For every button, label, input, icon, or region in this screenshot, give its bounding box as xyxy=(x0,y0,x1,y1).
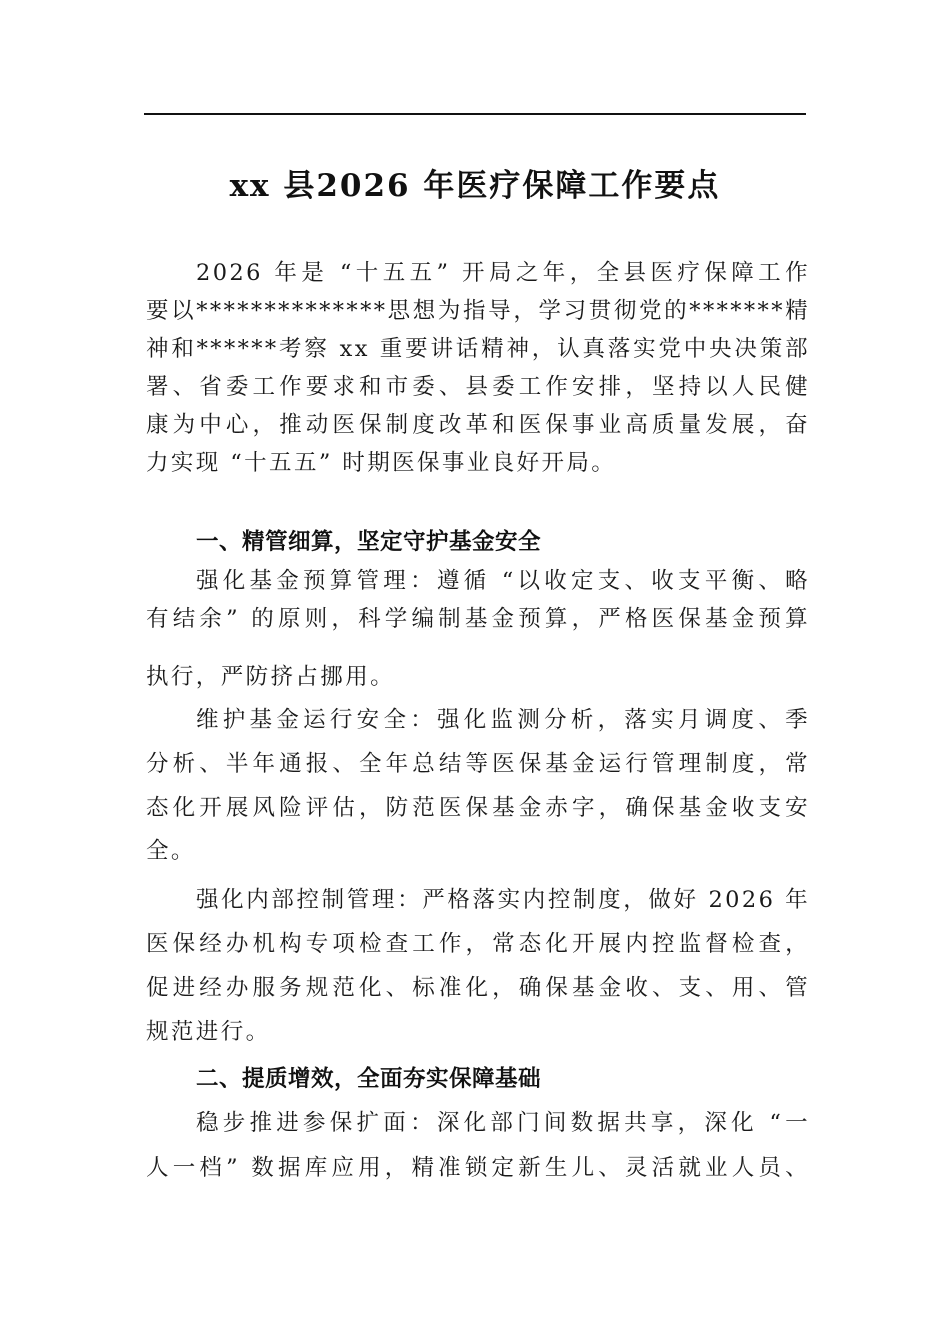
intro-line-4: 署、省委工作要求和市委、县委工作安排，坚持以人民健 xyxy=(146,374,810,400)
s1-p3-line-4: 规范进行。 xyxy=(146,1019,271,1045)
s1-p2-line-1: 维护基金运行安全：强化监测分析，落实月调度、季 xyxy=(196,707,810,733)
intro-line-5: 康为中心，推动医保制度改革和医保事业高质量发展，奋 xyxy=(146,412,810,438)
intro-line-2: 要以**************思想为指导，学习贯彻党的*******精 xyxy=(146,298,810,324)
intro-line-1: 2026 年是 “十五五” 开局之年，全县医疗保障工作 xyxy=(196,260,810,286)
s1-p1-line-1: 强化基金预算管理：遵循 “以收定支、收支平衡、略 xyxy=(196,568,810,594)
s2-p1-line-2: 人一档” 数据库应用，精准锁定新生儿、灵活就业人员、 xyxy=(146,1155,810,1181)
s1-p2-line-2: 分析、半年通报、全年总结等医保基金运行管理制度，常 xyxy=(146,751,810,777)
section-2-heading: 二、提质增效，全面夯实保障基础 xyxy=(196,1066,542,1092)
s1-p3-line-3: 促进经办服务规范化、标准化，确保基金收、支、用、管 xyxy=(146,975,810,1001)
intro-line-6: 力实现 “十五五” 时期医保事业良好开局。 xyxy=(146,450,617,476)
s1-p1-line-2: 有结余” 的原则，科学编制基金预算，严格医保基金预算 xyxy=(146,606,810,632)
s1-p2-line-4: 全。 xyxy=(146,838,196,864)
s2-p1-line-1: 稳步推进参保扩面：深化部门间数据共享，深化 “一 xyxy=(196,1110,810,1136)
intro-line-3: 神和******考察 xx 重要讲话精神，认真落实党中央决策部 xyxy=(146,336,810,362)
document-title: xx 县2026 年医疗保障工作要点 xyxy=(229,168,721,204)
section-1-heading: 一、精管细算，坚定守护基金安全 xyxy=(196,529,542,555)
header-rule xyxy=(144,113,806,115)
s1-p2-line-3: 态化开展风险评估，防范医保基金赤字，确保基金收支安 xyxy=(146,795,810,821)
s1-p3-line-2: 医保经办机构专项检查工作，常态化开展内控监督检查， xyxy=(146,931,810,957)
s1-p1-line-3: 执行，严防挤占挪用。 xyxy=(146,664,396,690)
s1-p3-line-1: 强化内部控制管理：严格落实内控制度，做好 2026 年 xyxy=(196,887,810,913)
